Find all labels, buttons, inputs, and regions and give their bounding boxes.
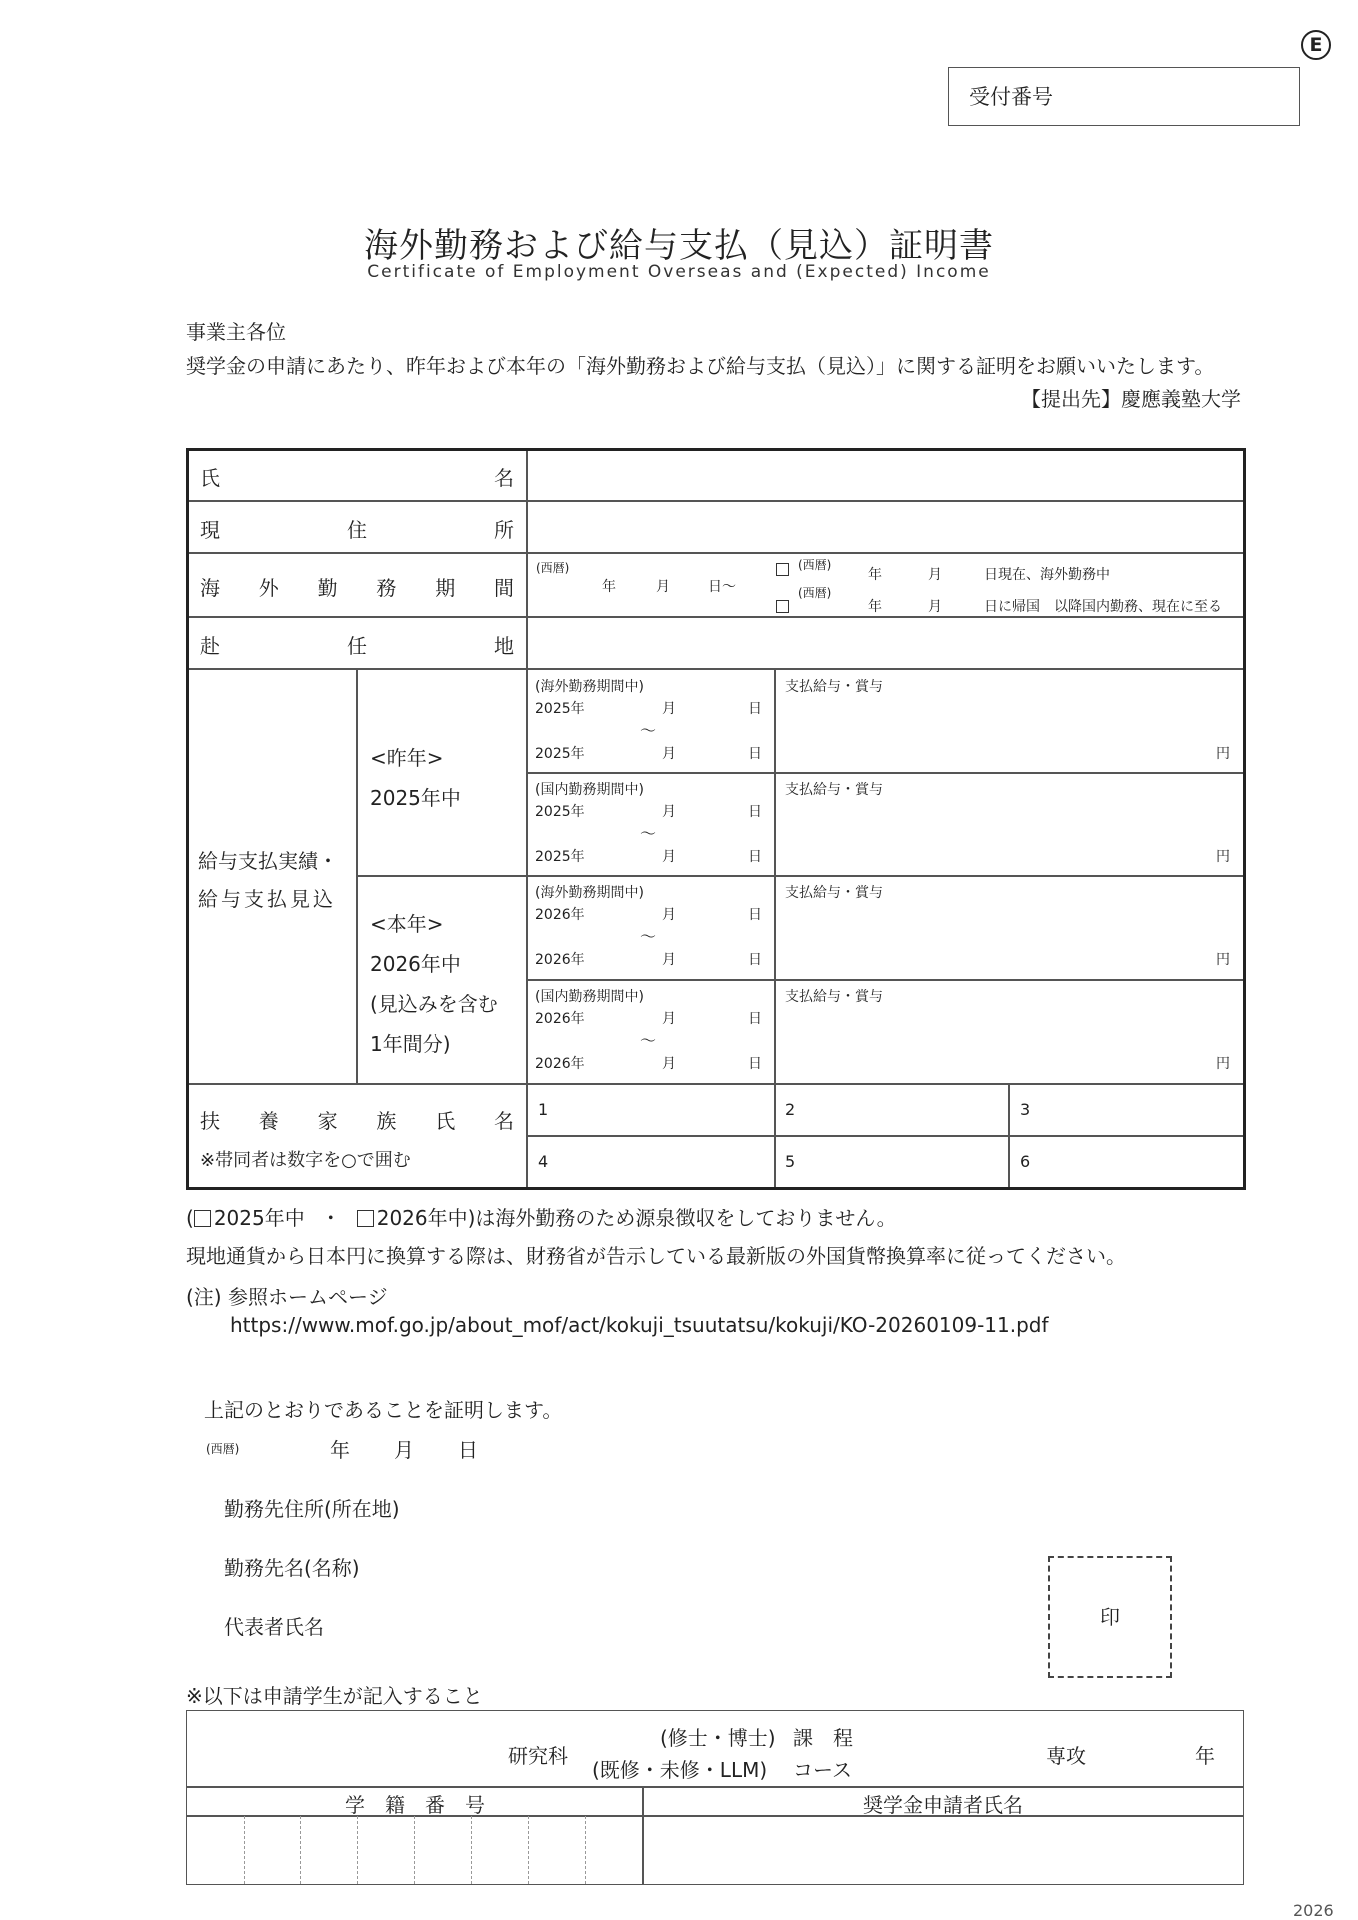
pay-label: 支払給与・賞与	[785, 885, 883, 901]
period-era: (西暦)	[536, 561, 570, 575]
tax-2026-checkbox[interactable]	[357, 1210, 374, 1227]
footer-year: 2026	[1293, 1901, 1334, 1920]
currently-overseas-text: 日現在、海外勤務中	[984, 567, 1110, 583]
representative-field[interactable]	[350, 1606, 1000, 1640]
applicant-name-header: 奨学金申請者氏名	[863, 1793, 1023, 1817]
pay-field-2026-overseas[interactable]	[779, 877, 1242, 978]
request-text: 奨学金の申請にあたり、昨年および本年の「海外勤務および給与支払（見込）」に関する証明をお願いいたします。	[186, 354, 1215, 378]
cert-date-field[interactable]	[200, 1428, 500, 1464]
pay-field-2026-domestic[interactable]	[779, 981, 1242, 1082]
dependents-label: 扶 養 家 族 氏 名	[200, 1109, 514, 1133]
graduate-school-label: 研究科	[508, 1744, 568, 1768]
degree-options: (修士・博士)	[660, 1726, 776, 1750]
dependent-field-5[interactable]: 5	[785, 1152, 796, 1171]
name-field[interactable]	[530, 452, 1242, 499]
block-period-label: (海外勤務期間中)	[535, 679, 644, 695]
period-row-label: 海 外 勤 務 期 間	[200, 576, 514, 600]
grade-label: 年	[1195, 1744, 1215, 1768]
student-id-field[interactable]	[188, 1817, 641, 1883]
reference-label: (注) 参照ホームページ	[186, 1285, 388, 1309]
seal-box[interactable]: 印	[1048, 1556, 1172, 1678]
this-year-label: <本年> 2026年中 (見込みを含む 1年間分)	[370, 912, 498, 1056]
salutation: 事業主各位	[186, 320, 286, 344]
graduate-school-field[interactable]	[190, 1713, 500, 1785]
student-note: ※以下は申請学生が記入すること	[186, 1684, 483, 1708]
document-title: 海外勤務および給与支払（見込）証明書	[364, 226, 994, 266]
salary-section-label: 給与支払実績・ 給与支払見込	[198, 849, 338, 911]
student-id-header: 学 籍 番 号	[345, 1793, 485, 1817]
returned-home-checkbox[interactable]	[776, 597, 793, 614]
address-field[interactable]	[530, 503, 1242, 551]
pay-field-2025-domestic[interactable]	[779, 774, 1242, 874]
employer-address-field[interactable]	[420, 1488, 1020, 1522]
block-period-label: (海外勤務期間中)	[535, 885, 644, 901]
block-period-label: (国内勤務期間中)	[535, 782, 644, 798]
post-row-label: 赴 任 地	[200, 634, 514, 658]
dependent-field-6[interactable]: 6	[1020, 1152, 1031, 1171]
tax-2025-checkbox[interactable]	[194, 1210, 211, 1227]
checkbox-icon	[776, 600, 789, 613]
dependents-note: ※帯同者は数字を○で囲む	[200, 1150, 411, 1171]
currency-note: 現地通貨から日本円に換算する際は、財務省が告示している最新版の外国貨幣換算率に従ってください。	[186, 1244, 1126, 1268]
cert-date-era: (西暦)	[206, 1442, 240, 1456]
employer-name-field[interactable]	[400, 1547, 1000, 1581]
dependent-field-3[interactable]: 3	[1020, 1100, 1031, 1119]
pay-field-2025-overseas[interactable]	[779, 670, 1242, 771]
tax-note: ( 2025年中 ・ 2026年中)は海外勤務のため源泉徴収をしておりません。	[186, 1206, 897, 1230]
dependent-field-1[interactable]: 1	[538, 1100, 549, 1119]
address-row-label: 現 住 所	[200, 518, 514, 542]
dependent-field-2[interactable]: 2	[785, 1100, 796, 1119]
currently-overseas-checkbox[interactable]	[776, 560, 793, 577]
employer-name-label: 勤務先名(名称)	[224, 1556, 360, 1580]
post-field[interactable]	[530, 619, 1242, 667]
applicant-name-field[interactable]	[645, 1817, 1242, 1883]
block-period-label: (国内勤務期間中)	[535, 989, 644, 1005]
document-subtitle: Certificate of Employment Overseas and (Expected) Income	[367, 262, 991, 282]
pay-label: 支払給与・賞与	[785, 989, 883, 1005]
status-options: (既修・未修・LLM)	[592, 1758, 768, 1782]
major-field[interactable]	[880, 1713, 1040, 1785]
employer-address-label: 勤務先住所(所在地)	[224, 1497, 400, 1521]
name-row-label: 氏 名	[200, 466, 514, 490]
checkbox-icon	[776, 563, 789, 576]
dependent-field-4[interactable]: 4	[538, 1152, 549, 1171]
certify-statement: 上記のとおりであることを証明します。	[204, 1398, 563, 1422]
pay-label: 支払給与・賞与	[785, 782, 883, 798]
major-label: 専攻	[1046, 1744, 1086, 1768]
pay-label: 支払給与・賞与	[785, 679, 883, 695]
last-year-label: <昨年> 2025年中	[370, 746, 461, 810]
receipt-number-box	[948, 67, 1300, 126]
returned-home-text: 日に帰国 以降国内勤務、現在に至る	[984, 599, 1222, 615]
submit-to: 【提出先】慶應義塾大学	[1021, 387, 1241, 411]
receipt-number-label: 受付番号	[969, 85, 1053, 109]
reference-url[interactable]: https://www.mof.go.jp/about_mof/act/kokuji_tsuutatsu/kokuji/KO-20260109-11.pdf	[230, 1313, 1049, 1337]
representative-label: 代表者氏名	[224, 1615, 324, 1639]
e-corner-mark: E	[1301, 30, 1331, 60]
